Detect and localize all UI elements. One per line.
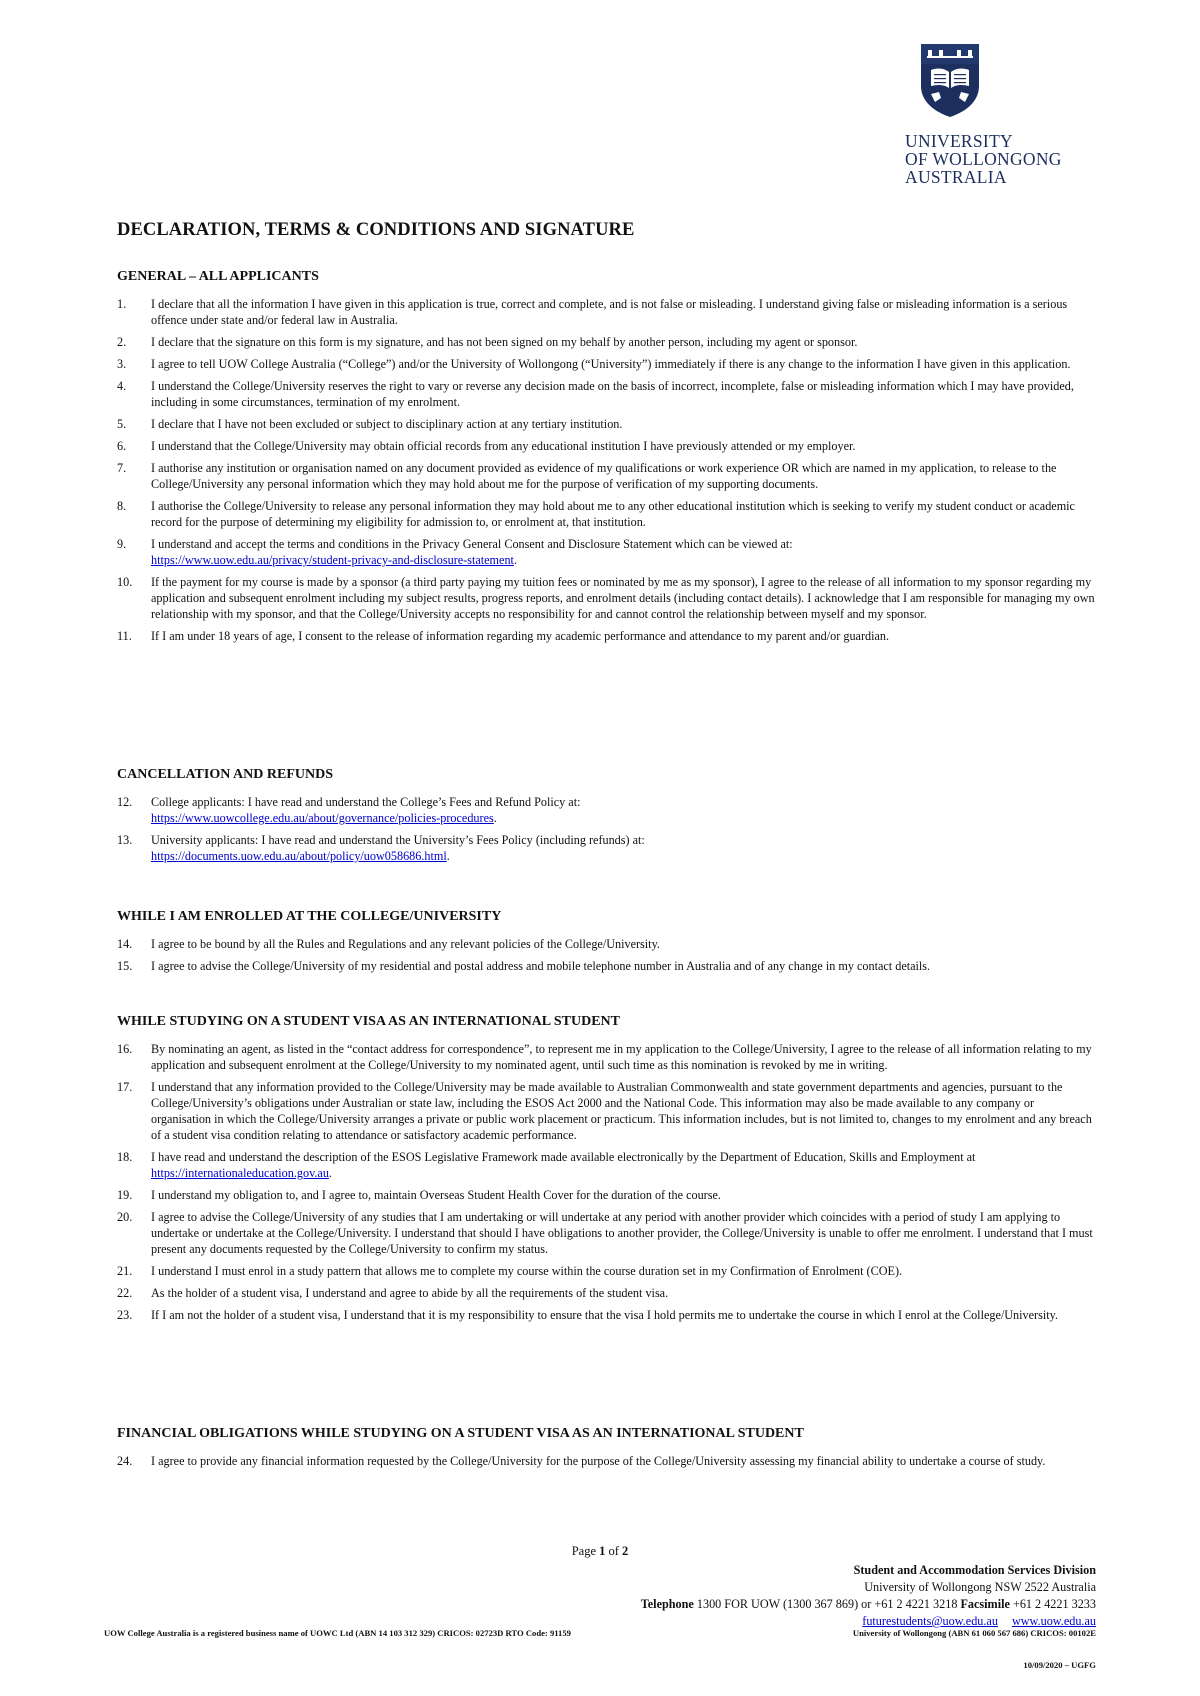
link-suffix: . xyxy=(493,811,497,825)
item-text: College applicants: I have read and understand the College’s Fees and Refund Policy at: xyxy=(151,795,581,809)
list-item xyxy=(117,1307,1097,1323)
item-text: If I am under 18 years of age, I consent to the release of information regarding my academic performance and attendance to my parent and/or guardian. xyxy=(151,629,890,643)
item-text: I declare that I have not been excluded or subject to disciplinary action at any tertiary institution. xyxy=(151,417,623,431)
item-number: 22. xyxy=(117,1286,133,1300)
page-current: 1 xyxy=(599,1544,606,1558)
list-item xyxy=(117,498,1097,530)
document-title: DECLARATION, TERMS & CONDITIONS AND SIGNATURE xyxy=(117,220,635,240)
section-while-enrolled xyxy=(117,908,1097,980)
section-heading: FINANCIAL OBLIGATIONS WHILE STUDYING ON A STUDENT VISA AS AN INTERNATIONAL STUDENT xyxy=(117,1426,804,1441)
item-text: If the payment for my course is made by a sponsor (a third party paying my tuition fees or nominated by me as my sponsor), I agree to the release of all information to my sponsor regarding my application and subsequent enrolment including my subject results, progress reports, and enrolment details (including contact details). I acknowledge that I am responsible for managing my own relationship with my sponsor, and that the College/University accepts no responsibility for and cannot control the relationship between myself and my sponsor. xyxy=(151,575,1095,621)
item-number: 17. xyxy=(117,1080,133,1094)
facsimile-value: +61 2 4221 3233 xyxy=(1009,1597,1096,1611)
item-text: I understand the College/University reserves the right to vary or reverse any decision made on the basis of incorrect, incomplete, false or misleading information which I may have provided, including in some circumstances, termination of my enrolment. xyxy=(151,379,1074,409)
college-refund-policy-link[interactable]: https://www.uowcollege.edu.au/about/governance/policies-procedures xyxy=(151,811,494,825)
list-item xyxy=(117,378,1097,410)
item-number: 21. xyxy=(117,1264,133,1278)
item-text: I understand that any information provided to the College/University may be made available to Australian Commonwealth and state government departments and agencies, pursuant to the College/University’s obligations under Australian or state law, including the ESOS Act 2000 and the National Code. This information may also be made available to any company or organisation in which the College/University arranges a private or public work placement or practicum. This information includes, but is not limited to, changes to my enrolment and any breach of a student visa condition relating to attendance or satisfactory academic performance. xyxy=(151,1080,1092,1142)
item-number: 23. xyxy=(117,1308,133,1322)
item-number: 6. xyxy=(117,439,127,453)
date-reference: 10/09/2020 – UGFG xyxy=(1023,1660,1096,1670)
list-item xyxy=(117,1149,1097,1181)
item-number: 4. xyxy=(117,379,127,393)
item-number: 24. xyxy=(117,1454,133,1468)
item-text: I authorise the College/University to release any personal information they may hold about me to any other educational institution which is seeking to verify my student conduct or academic record for the purpose of determining my eligibility for admission to, or enrolment at, that institution. xyxy=(151,499,1075,529)
link-suffix: . xyxy=(446,849,450,863)
list-item xyxy=(117,460,1097,492)
facsimile-label: Facsimile xyxy=(960,1597,1010,1611)
legal-left: UOW College Australia is a registered business name of UOWC Ltd (ABN 14 103 312 329) CRICOS: 02723D RTO Code: 91159 xyxy=(104,1628,571,1638)
page-mid: of xyxy=(605,1544,623,1558)
item-number: 19. xyxy=(117,1188,133,1202)
legal-line xyxy=(104,1628,1096,1638)
phone-fax-line xyxy=(641,1596,1096,1613)
item-text: I understand my obligation to, and I agree to, maintain Overseas Student Health Cover for the duration of the course. xyxy=(151,1188,721,1202)
wordmark-line-3: AUSTRALIA xyxy=(905,167,1007,187)
item-number: 15. xyxy=(117,959,133,973)
item-number: 11. xyxy=(117,629,132,643)
item-number: 2. xyxy=(117,335,127,349)
section-heading: GENERAL – ALL APPLICANTS xyxy=(117,269,319,284)
list-item xyxy=(117,296,1097,328)
section-heading: WHILE STUDYING ON A STUDENT VISA AS AN INTERNATIONAL STUDENT xyxy=(117,1014,620,1029)
section-cancellation-refunds xyxy=(117,766,1097,870)
telephone-label: Telephone xyxy=(640,1597,694,1611)
item-number: 13. xyxy=(117,833,133,847)
section-student-visa xyxy=(117,1013,1097,1329)
item-text: I agree to tell UOW College Australia (“College”) and/or the University of Wollongong (“University”) immediately if there is any change to the information I have given in this application. xyxy=(151,357,1071,371)
section-heading: CANCELLATION AND REFUNDS xyxy=(117,767,333,782)
section-financial-obligations xyxy=(117,1425,1097,1475)
list-item xyxy=(117,794,1097,826)
item-text: I authorise any institution or organisation named on any document provided as evidence of my qualifications or work experience OR which are named in my application, to release to the College/University any personal information which they may hold about me for the purpose of verification of my supporting documents. xyxy=(151,461,1057,491)
item-text: As the holder of a student visa, I understand and agree to abide by all the requirements of the student visa. xyxy=(151,1286,669,1300)
telephone-value: 1300 FOR UOW (1300 367 869) or +61 2 4221 3218 xyxy=(693,1597,961,1611)
item-text: If I am not the holder of a student visa, I understand that it is my responsibility to ensure that the visa I hold permits me to undertake the course in which I enrol at the College/University. xyxy=(151,1308,1058,1322)
item-text: I have read and understand the description of the ESOS Legislative Framework made available electronically by the Department of Education, Skills and Employment at xyxy=(151,1150,976,1164)
item-number: 3. xyxy=(117,357,127,371)
list-item xyxy=(117,1285,1097,1301)
list-item xyxy=(117,356,1097,372)
university-crest-icon xyxy=(919,42,981,118)
item-number: 7. xyxy=(117,461,127,475)
list-item xyxy=(117,438,1097,454)
item-text: I understand and accept the terms and conditions in the Privacy General Consent and Disclosure Statement which can be viewed at: xyxy=(151,537,793,551)
item-text: I agree to be bound by all the Rules and Regulations and any relevant policies of the College/University. xyxy=(151,937,660,951)
list-item xyxy=(117,574,1097,622)
item-text: By nominating an agent, as listed in the “contact address for correspondence”, to represent me in my application to the College/University, I agree to the release of all information relating to my application and subsequent enrolment at the College/University to my nominated agent, until such time as this nomination is revoked by me in writing. xyxy=(151,1042,1092,1072)
wordmark-line-1: UNIVERSITY xyxy=(905,131,1013,151)
item-text: I understand I must enrol in a study pattern that allows me to complete my course within the course duration set in my Confirmation of Enrolment (COE). xyxy=(151,1264,903,1278)
international-education-link[interactable]: https://internationaleducation.gov.au xyxy=(151,1166,329,1180)
list-item xyxy=(117,936,1097,952)
page-total: 2 xyxy=(622,1544,629,1558)
university-fees-policy-link[interactable]: https://documents.uow.edu.au/about/policy/uow058686.html xyxy=(151,849,447,863)
university-wordmark xyxy=(905,132,1105,186)
item-number: 5. xyxy=(117,417,127,431)
list-item xyxy=(117,536,1097,568)
wordmark-line-2: OF WOLLONGONG xyxy=(905,149,1062,169)
list-item xyxy=(117,1263,1097,1279)
list-item xyxy=(117,832,1097,864)
contact-block xyxy=(641,1562,1096,1630)
item-number: 10. xyxy=(117,575,133,589)
legal-right: University of Wollongong (ABN 61 060 567 686) CRICOS: 00102E xyxy=(852,1628,1096,1638)
item-number: 8. xyxy=(117,499,127,513)
list-item xyxy=(117,1041,1097,1073)
list-item xyxy=(117,1187,1097,1203)
item-number: 14. xyxy=(117,937,133,951)
list-item xyxy=(117,1079,1097,1143)
postal-address: University of Wollongong NSW 2522 Australia xyxy=(864,1580,1096,1594)
list-item xyxy=(117,1209,1097,1257)
privacy-statement-link[interactable]: https://www.uow.edu.au/privacy/student-privacy-and-disclosure-statement xyxy=(151,553,514,567)
page-number xyxy=(0,1544,1200,1559)
list-item xyxy=(117,416,1097,432)
link-suffix: . xyxy=(513,553,517,567)
email-link[interactable]: futurestudents@uow.edu.au xyxy=(862,1614,998,1628)
list-item xyxy=(117,1453,1097,1469)
item-number: 20. xyxy=(117,1210,133,1224)
item-text: University applicants: I have read and understand the University’s Fees Policy (including refunds) at: xyxy=(151,833,645,847)
item-text: I declare that all the information I have given in this application is true, correct and complete, and is not false or misleading. I understand giving false or misleading information is a serious offence under state and/or federal law in Australia. xyxy=(151,297,1068,327)
item-text: I understand that the College/University may obtain official records from any educational institution I have previously attended or my employer. xyxy=(151,439,856,453)
list-item xyxy=(117,334,1097,350)
item-number: 1. xyxy=(117,297,127,311)
page-prefix: Page xyxy=(571,1544,600,1558)
item-number: 18. xyxy=(117,1150,133,1164)
item-text: I agree to advise the College/University of my residential and postal address and mobile telephone number in Australia and of any change in my contact details. xyxy=(151,959,931,973)
section-heading: WHILE I AM ENROLLED AT THE COLLEGE/UNIVERSITY xyxy=(117,909,502,924)
section-general xyxy=(117,268,1097,650)
item-text: I agree to provide any financial information requested by the College/University for the purpose of the College/University assessing my financial ability to undertake a course of study. xyxy=(151,1454,1046,1468)
item-number: 12. xyxy=(117,795,133,809)
list-item xyxy=(117,628,1097,644)
link-suffix: . xyxy=(328,1166,332,1180)
item-text: I agree to advise the College/University of any studies that I am undertaking or will undertake at any period with another provider which coincides with a period of study I am applying to undertake or undertake at the College/University. I understand that should I have obligations to another provider, the College/University is unable to offer me enrolment. I understand that I must present any documents requested by the College/University to confirm my status. xyxy=(151,1210,1093,1256)
division-name: Student and Accommodation Services Division xyxy=(853,1563,1096,1577)
list-item xyxy=(117,958,1097,974)
item-number: 16. xyxy=(117,1042,133,1056)
website-link[interactable]: www.uow.edu.au xyxy=(1011,1614,1096,1628)
item-text: I declare that the signature on this form is my signature, and has not been signed on my behalf by another person, including my agent or sponsor. xyxy=(151,335,858,349)
item-number: 9. xyxy=(117,537,127,551)
